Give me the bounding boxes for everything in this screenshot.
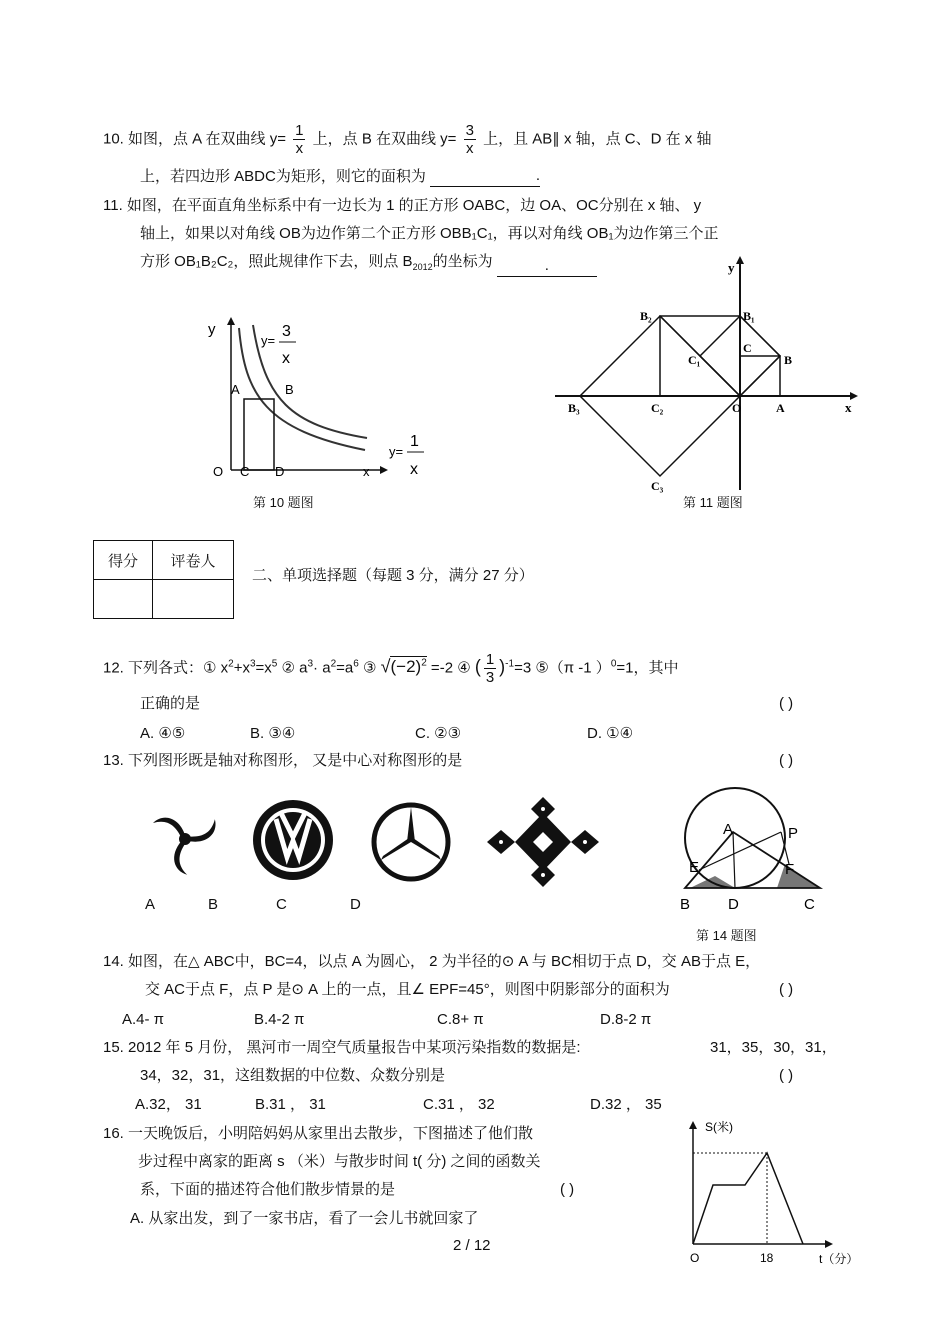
q11-line3-text: 方形 OB₁B₂C₂，照此规律作下去，则点 B — [140, 253, 413, 270]
fig10-curve2-den: x — [410, 461, 418, 478]
figure-14 — [665, 776, 830, 911]
fig10-x-label: x — [363, 464, 370, 479]
q10-line1 — [103, 122, 711, 157]
score-header: 得分 — [94, 541, 153, 580]
q11-line2: 轴上，如果以对角线 OB为边作第二个正方形 OBB₁C₁，再以对角线 OB₁为边作第三个正 — [140, 225, 719, 242]
fig11-origin: O — [732, 401, 742, 415]
fig10-point-b: B — [285, 382, 294, 397]
score-table — [93, 540, 234, 619]
q16-line1: 16. 一天晚饭后，小明陪妈妈从家里出去散步，下图描述了他们散 — [103, 1125, 534, 1142]
q15-option-c[interactable]: C.31 ， 32 — [423, 1096, 495, 1113]
fig11-point-b3: B₃ — [568, 401, 580, 415]
q12-prefix: 12. 下列各式：① x — [103, 659, 229, 677]
q16-option-a[interactable]: A. 从家出发，到了一家书店，看了一会儿书就回家了 — [130, 1210, 479, 1227]
q16-answer-bracket[interactable]: ( ) — [560, 1181, 575, 1198]
fig11-caption: 第 11 题图 — [683, 495, 743, 510]
q14-answer-bracket[interactable]: ( ) — [779, 981, 794, 998]
q12-option-d[interactable]: D. ①④ — [587, 725, 634, 742]
fig11-point-b: B — [784, 353, 793, 367]
q12-answer-bracket[interactable]: ( ) — [779, 695, 794, 712]
q10-line2 — [140, 166, 540, 187]
fig11-point-a: A — [776, 401, 785, 415]
q14-line2: 交 AC于点 F，点 P 是⊙ A 上的一点，且∠ EPF=45°，则图中阴影部分的面积为 — [145, 981, 670, 998]
fig11-y-label: y — [728, 260, 735, 275]
fig14-point-p: P — [788, 825, 799, 842]
fig16-origin: O — [690, 1251, 700, 1265]
fig11-point-c3: C₃ — [651, 479, 664, 493]
q13-label-c: C — [276, 896, 287, 913]
q13-label-b: B — [208, 896, 219, 913]
fig10-y-label: y — [208, 321, 216, 338]
q15-data: 31，35，30，31， — [710, 1039, 837, 1056]
fig10-curve2-label: y= — [389, 444, 404, 459]
q10-text-c: 上，且 AB∥ x 轴，点 C、D 在 x 轴 — [483, 130, 712, 148]
fig11-point-b1: B₁ — [743, 309, 755, 323]
fig16-x-label: t（分） — [819, 1252, 859, 1266]
q11-subscript: 2012 — [412, 262, 433, 272]
q12-line2: 正确的是 — [140, 695, 201, 712]
q15-line2: 34，32，31，这组数据的中位数、众数分别是 — [140, 1067, 446, 1084]
q15-line1: 15. 2012 年 5 月份， 黑河市一周空气质量报告中某项污染指数的数据是: — [103, 1039, 581, 1056]
q15-option-d[interactable]: D.32 ， 35 — [590, 1096, 662, 1113]
q10-line2-text: 上，若四边形 ABDC为矩形，则它的面积为 — [140, 168, 426, 185]
fig14-point-f: F — [785, 861, 795, 878]
q10-period: . — [535, 167, 541, 184]
q14-option-d[interactable]: D.8-2 π — [600, 1011, 652, 1028]
figure-10 — [195, 300, 435, 515]
q13-answer-bracket[interactable]: ( ) — [779, 752, 794, 769]
q14-option-c[interactable]: C.8+ π — [437, 1011, 484, 1028]
q13-label-a: A — [145, 896, 156, 913]
fig11-point-c2: C₂ — [651, 401, 664, 415]
frac-den: x — [466, 140, 474, 157]
fig10-point-c: C — [240, 464, 250, 479]
grader-cell[interactable] — [153, 580, 234, 619]
fig10-point-a: A — [231, 382, 240, 397]
fig14-point-d: D — [728, 896, 739, 911]
frac-num: 3 — [465, 122, 474, 139]
fig10-curve2-num: 1 — [410, 433, 419, 450]
q14-option-a[interactable]: A.4- π — [122, 1011, 165, 1028]
q16-line2: 步过程中离家的距离 s （米）与散步时间 t( 分) 之间的函数关 — [138, 1153, 541, 1170]
q11-line1: 11. 如图，在平面直角坐标系中有一边长为 1 的正方形 OABC，边 OA、OC分别在 x 轴、 y — [103, 197, 702, 214]
fig10-point-d: D — [275, 464, 285, 479]
three-point-star-symbol — [369, 800, 453, 884]
grader-header: 评卷人 — [153, 541, 234, 580]
q15-option-b[interactable]: B.31 ， 31 — [255, 1096, 326, 1113]
fig10-curve1-den: x — [282, 350, 290, 367]
diamond-cross-symbol — [487, 797, 599, 887]
section-2-heading: 二、单项选择题（每题 3 分，满分 27 分） — [252, 567, 534, 584]
q13-text: 13. 下列图形既是轴对称图形， 又是中心对称图形的是 — [103, 752, 463, 769]
fig10-caption: 第 10 题图 — [253, 495, 314, 510]
fig11-x-label: x — [845, 400, 852, 415]
q12-option-b[interactable]: B. ③④ — [250, 725, 296, 742]
page-number: 2 / 12 — [453, 1237, 491, 1254]
q11-line3-text-b: 的坐标为 — [432, 253, 493, 270]
score-cell[interactable] — [94, 580, 153, 619]
fig14-point-a: A — [723, 821, 734, 838]
frac-den: x — [295, 140, 304, 157]
fig11-point-c1: C₁ — [688, 353, 701, 367]
fig10-curve1-num: 3 — [282, 323, 291, 340]
q13-label-d: D — [350, 896, 361, 913]
q10-text-a: 10. 如图，点 A 在双曲线 y= — [103, 130, 286, 148]
fig11-point-b2: B₂ — [640, 309, 652, 323]
fig10-origin-label: O — [213, 464, 224, 479]
fig14-point-b: B — [680, 896, 691, 911]
q12-option-a[interactable]: A. ④⑤ — [140, 725, 186, 742]
fig14-caption: 第 14 题图 — [696, 928, 757, 943]
fig10-curve1-label: y= — [261, 333, 276, 348]
figure-11 — [550, 252, 860, 497]
q16-line3: 系，下面的描述符合他们散步情景的是 — [140, 1181, 396, 1198]
q12-line1: 12. 下列各式：① $x^2+x^3=x^5$ ② $a^3\cdot a^2=a^6$ ③ $√(-2)^2 =-2$ ④ ( $\frac{1}{3}$ )$^{-1}$=3 ⑤（π -1 ）$^0$=1，其中 — [103, 651, 679, 686]
q12-fraction: $\frac{1}{3}$ — [485, 651, 495, 686]
fig16-tick-18: 18 — [760, 1251, 774, 1265]
q10-answer-blank[interactable] — [430, 166, 540, 187]
vw-logo-symbol — [250, 797, 336, 883]
q12-option-c[interactable]: C. ②③ — [415, 725, 462, 742]
frac-num: 1 — [295, 122, 304, 139]
fig14-point-c: C — [804, 896, 815, 911]
fig16-y-label: S(米) — [705, 1120, 733, 1134]
q14-line1: 14. 如图，在△ ABC中，BC=4，以点 A 为圆心， 2 为半径的⊙ A 与 BC相切于点 D，交 AB于点 E， — [103, 953, 761, 970]
fig11-point-c: C — [743, 341, 752, 355]
fig14-point-e: E — [689, 859, 700, 876]
q14-option-b[interactable]: B.4-2 π — [254, 1011, 305, 1028]
pinwheel-symbol — [143, 799, 228, 879]
q12-rest: 其中 — [648, 659, 679, 677]
q10-text-b: 上，点 B 在双曲线 y= — [312, 130, 457, 148]
q10-fraction-1 — [293, 122, 305, 157]
q15-option-a[interactable]: A.32， 31 — [135, 1096, 202, 1113]
q10-fraction-2 — [464, 122, 476, 157]
q11-line3 — [140, 252, 597, 277]
q15-answer-bracket[interactable]: ( ) — [779, 1067, 794, 1084]
figure-16 — [675, 1115, 865, 1270]
q11-period: . — [544, 257, 549, 274]
